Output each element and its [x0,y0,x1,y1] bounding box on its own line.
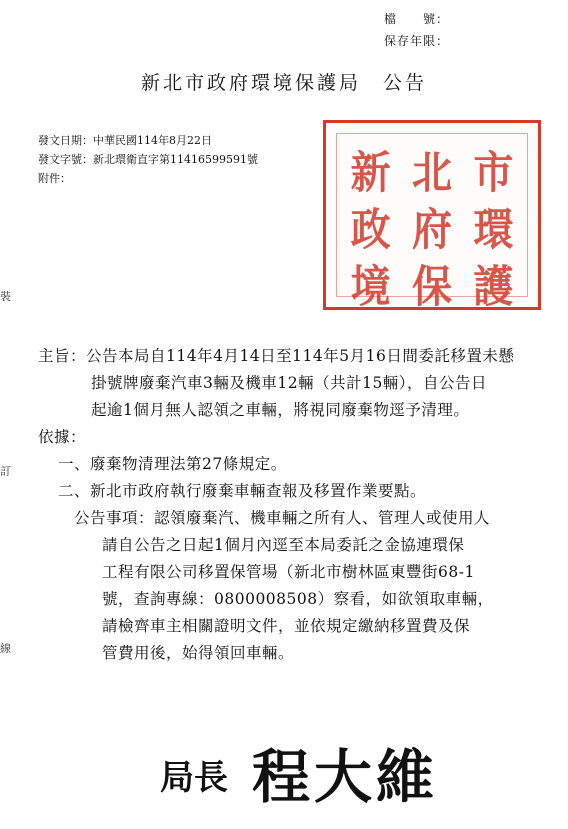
seal-character: 市 [473,146,514,199]
basis-heading: 依據： [38,428,87,446]
document-number: 發文字號：新北環衛直字第11416599591號 [38,153,258,166]
seal-character: 護 [473,260,514,313]
margin-mark-line: 線 [0,642,11,655]
seal-characters [340,141,524,313]
issue-date: 發文日期：中華民國114年8月22日 [38,134,212,147]
notice-line: 號，查詢專線：0800008508）察看，如欲領取車輛， [102,590,494,608]
notice-line: 管費用後，始得領回車輛。 [102,644,295,662]
attachment-label: 附件： [38,172,71,185]
seal-character: 境 [350,260,391,313]
seal-character: 政 [350,203,391,256]
seal-character: 新 [350,146,391,199]
notice-line: 工程有限公司移置保管場（新北市樹林區東豐街68-1 [102,563,475,581]
notice-line: 請檢齊車主相關證明文件，並依規定繳納移置費及保 [102,617,471,635]
seal-character: 保 [411,260,452,313]
margin-mark-staple: 訂 [0,465,11,478]
seal-character: 北 [411,146,452,199]
notice-line: 請自公告之日起1個月內逕至本局委託之金協連環保 [102,536,465,554]
subject-line: 起逾1個月無人認領之車輛，將視同廢棄物逕予清理。 [91,401,470,419]
basis-item: 一、廢棄物清理法第27條規定。 [58,455,287,473]
notice-line: 公告事項：認領廢棄汽、機車輛之所有人、管理人或使用人 [74,509,491,527]
subject-line: 掛號牌廢棄汽車3輛及機車12輛（共計15輛），自公告日 [91,374,488,392]
official-seal [323,120,541,313]
page-title: 新北市政府環境保護局 公告 [140,72,427,94]
seal-character: 環 [473,203,514,256]
signature-title: 局長 [160,758,228,798]
file-number-label: 檔 號： [384,12,450,26]
margin-mark-bind: 裝 [0,290,11,303]
director-signature: 程大維 [252,743,439,811]
retention-period-label: 保存年限： [384,34,450,48]
subject-line: 主旨：公告本局自114年4月14日至114年5月16日間委託移置未懸 [38,347,515,365]
basis-item: 二、新北市政府執行廢棄車輛查報及移置作業要點。 [58,482,427,500]
seal-character: 府 [411,203,452,256]
